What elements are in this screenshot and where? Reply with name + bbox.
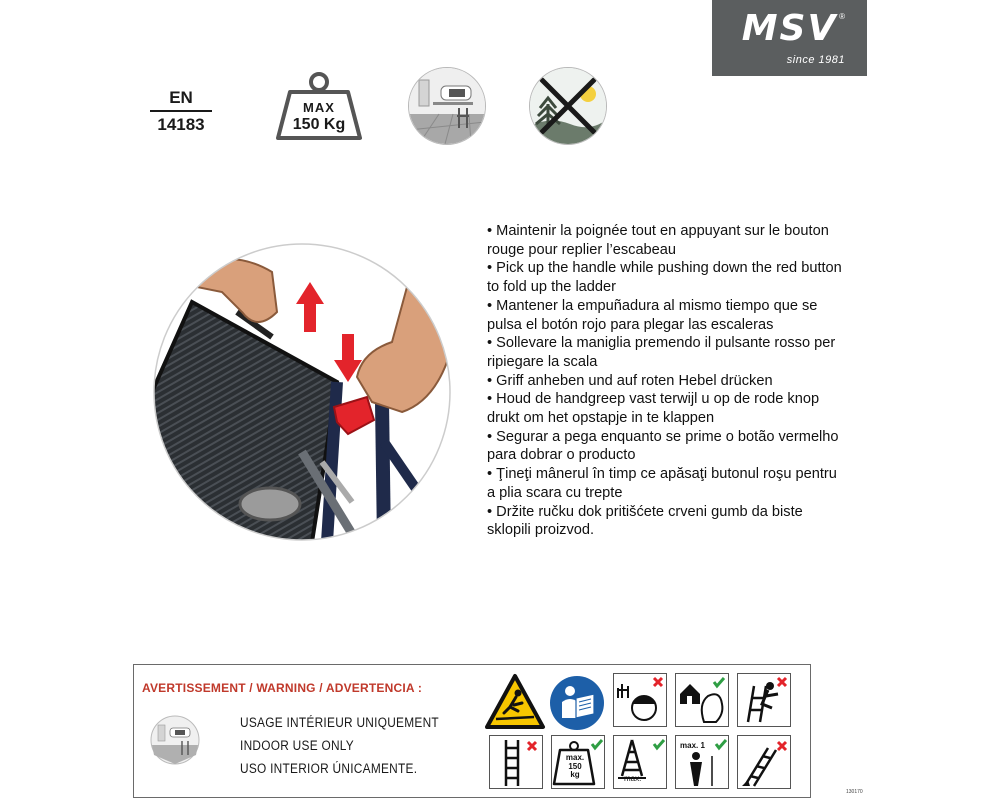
max-load-small-unit: kg bbox=[570, 770, 580, 779]
instruction-pt: • Segurar a pega enquanto se prime o botão vermelho para dobrar o producto bbox=[487, 428, 839, 464]
no-leaning-over-icon bbox=[737, 673, 791, 727]
no-high-step-hazard-icon bbox=[613, 673, 667, 727]
max-load-150kg-icon bbox=[551, 735, 605, 789]
max-label: max. bbox=[624, 774, 642, 783]
warning-panel bbox=[133, 664, 811, 798]
instruction-hr: • Držite ručku dok pritišćete crveni gumb da biste sklopili proizvod. bbox=[487, 503, 803, 539]
no-ladder-use-icon bbox=[489, 735, 543, 789]
standard-number: 14183 bbox=[157, 115, 205, 134]
instruction-es: • Mantener la empuñadura al mismo tiempo que se pulsa el botón rojo para plegar las escaleras bbox=[487, 297, 818, 333]
no-leaning-ladder-icon bbox=[737, 735, 791, 789]
warning-line-fr: USAGE INTÉRIEUR UNIQUEMENT bbox=[240, 715, 439, 730]
brand-logo bbox=[712, 0, 867, 76]
slip-hazard-warning-icon bbox=[484, 673, 546, 731]
instruction-ro: • Ţineţi mânerul în timp ce apăsaţi butonul roşu pentru a plia scara cu trepte bbox=[487, 466, 837, 501]
instruction-de: • Griff anheben und auf roten Hebel drücken bbox=[487, 372, 773, 389]
instruction-fr: • Maintenir la poignée tout en appuyant sur le bouton rouge pour replier l’escabeau bbox=[487, 223, 829, 258]
folding-instructions bbox=[487, 222, 847, 540]
brand-tagline: since 1981 bbox=[786, 54, 845, 66]
no-outdoor-use-icon bbox=[529, 67, 607, 145]
standard-badge bbox=[150, 88, 212, 135]
max-load-weight-icon bbox=[276, 70, 362, 140]
indoor-use-icon bbox=[408, 67, 486, 145]
instruction-it: • Sollevare la maniglia premendo il pulsante rosso per ripiegare la scala bbox=[487, 335, 836, 370]
warning-title: AVERTISSEMENT / WARNING / ADVERTENCIA : bbox=[142, 681, 423, 695]
folding-instruction-photo bbox=[152, 242, 452, 542]
indoor-only-ok-icon bbox=[675, 673, 729, 727]
max-load-small-label: max. bbox=[565, 753, 585, 762]
max-persons-label: max. 1 bbox=[680, 741, 705, 750]
warning-line-es: USO INTERIOR ÚNICAMENTE. bbox=[240, 761, 418, 776]
max-load-value: 150 Kg bbox=[292, 116, 346, 133]
instruction-nl: • Houd de handgreep vast terwijl u op de rode knop drukt om het opstapje in te klappen bbox=[487, 391, 820, 427]
product-code: 130170 bbox=[846, 789, 863, 795]
warning-text bbox=[240, 711, 466, 780]
max-load-small-value: 150 bbox=[568, 761, 582, 771]
brand-name: MSV bbox=[741, 8, 838, 49]
max-load-label: MAX bbox=[303, 100, 335, 115]
registered-mark: ® bbox=[839, 12, 845, 21]
max-height-icon bbox=[613, 735, 667, 789]
read-manual-icon bbox=[548, 674, 606, 732]
warning-line-en: INDOOR USE ONLY bbox=[240, 738, 354, 753]
max-one-person-icon bbox=[675, 735, 729, 789]
instruction-en: • Pick up the handle while pushing down the red button to fold up the ladder bbox=[487, 260, 842, 296]
indoor-use-small-icon bbox=[150, 715, 200, 765]
standard-divider bbox=[150, 110, 212, 112]
standard-prefix: EN bbox=[169, 88, 193, 107]
